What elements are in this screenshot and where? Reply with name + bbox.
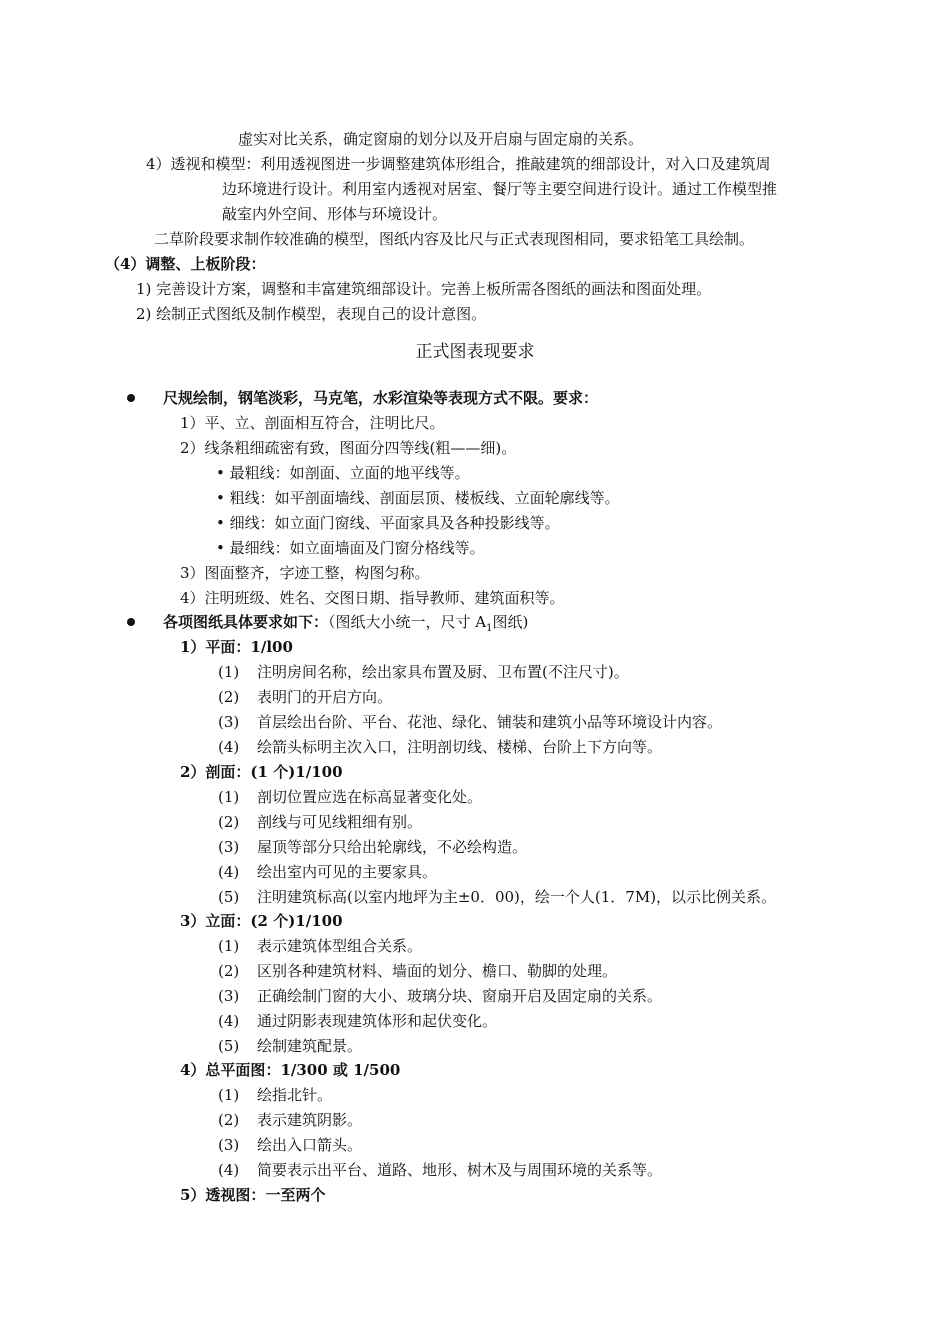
section-item-text: 绘出室内可见的主要家具。 — [257, 863, 438, 881]
elevation-item-text: 正确绘制门窗的大小、玻璃分块、窗扇开启及固定扇的关系。 — [257, 987, 663, 1005]
site-plan-item-text: 绘指北针。 — [257, 1086, 333, 1104]
section-title: 正式图表现要求 — [415, 342, 535, 362]
site-plan-item-number: (1) — [218, 1086, 240, 1104]
elevation-item-number: (2) — [218, 962, 240, 980]
stage4-item-1: 1) 完善设计方案，调整和丰富建筑细部设计。完善上板所需各图纸的画法和图面处理。 — [136, 280, 712, 298]
intro-note: 二草阶段要求制作较准确的模型，图纸内容及比尺与正式表现图相同，要求铅笔工具绘制。 — [154, 230, 755, 248]
bullet-dot — [127, 394, 135, 402]
site-plan-item-text: 简要表示出平台、道路、地形、树木及与周围环境的关系等。 — [257, 1161, 663, 1179]
line-weight-item: • 粗线：如平剖面墙线、剖面层顶、楼板线、立面轮廓线等。 — [216, 489, 620, 507]
section-heading: 2）剖面：(1 个)1/100 — [180, 763, 343, 781]
elevation-item-number: (5) — [218, 1037, 240, 1055]
section-item-text: 屋顶等部分只给出轮廓线，不必绘构造。 — [257, 838, 528, 856]
section-item-number: (2) — [218, 813, 240, 831]
plan-item-number: (2) — [218, 688, 240, 706]
perspective-heading: 5）透视图：一至两个 — [180, 1186, 326, 1204]
stage4-heading: （4）调整、上板阶段： — [105, 255, 266, 273]
bullet2-note: （图纸大小统一，尺寸 A — [328, 613, 487, 631]
bullet2-note-subscript: 1 — [486, 623, 493, 634]
section-item-number: (4) — [218, 863, 240, 881]
elevation-item-text: 区别各种建筑材料、墙面的划分、檐口、勒脚的处理。 — [257, 962, 618, 980]
intro-line: 虚实对比关系，确定窗扇的划分以及开启扇与固定扇的关系。 — [238, 130, 644, 148]
elevation-item-text: 通过阴影表现建筑体形和起伏变化。 — [257, 1012, 498, 1030]
plan-item-number: (1) — [218, 663, 240, 681]
stage4-item-2: 2) 绘制正式图纸及制作模型，表现自己的设计意图。 — [136, 305, 487, 323]
elevation-item-number: (3) — [218, 987, 240, 1005]
elevation-item-text: 表示建筑体型组合关系。 — [257, 937, 423, 955]
requirement-item: 2）线条粗细疏密有致，图面分四等线(粗——细)。 — [180, 439, 517, 457]
bullet2-line — [163, 612, 528, 639]
site-plan-item-number: (4) — [218, 1161, 240, 1179]
site-plan-item-text: 表示建筑阴影。 — [257, 1111, 363, 1129]
elevation-item-text: 绘制建筑配景。 — [257, 1037, 363, 1055]
elevation-item-number: (1) — [218, 937, 240, 955]
intro-item-4-cont: 边环境进行设计。利用室内透视对居室、餐厅等主要空间进行设计。通过工作模型推 — [222, 180, 778, 198]
plan-item-number: (3) — [218, 713, 240, 731]
bullet1-heading: 尺规绘制，钢笔淡彩，马克笔，水彩渲染等表现方式不限。要求： — [163, 389, 599, 407]
requirement-item: 1）平、立、剖面相互符合，注明比尺。 — [180, 414, 445, 432]
bullet-dot — [127, 618, 135, 626]
elevation-heading: 3）立面：(2 个)1/100 — [180, 912, 343, 930]
site-plan-item-number: (2) — [218, 1111, 240, 1129]
plan-item-text: 首层绘出台阶、平台、花池、绿化、铺装和建筑小品等环境设计内容。 — [257, 713, 723, 731]
site-plan-heading: 4）总平面图：1/300 或 1/500 — [180, 1061, 401, 1079]
line-weight-item: • 最细线：如立面墙面及门窗分格线等。 — [216, 539, 485, 557]
section-item-number: (1) — [218, 788, 240, 806]
section-item-text: 注明建筑标高(以室内地坪为主±0．00)，绘一个人(1．7M)，以示比例关系。 — [257, 888, 777, 906]
plan-item-number: (4) — [218, 738, 240, 756]
requirement-item: 4）注明班级、姓名、交图日期、指导教师、建筑面积等。 — [180, 589, 565, 607]
intro-item-4-cont: 敲室内外空间、形体与环境设计。 — [222, 205, 448, 223]
intro-item-4: 4）透视和模型：利用透视图进一步调整建筑体形组合，推敲建筑的细部设计，对入口及建筑周 — [146, 155, 771, 173]
plan-item-text: 绘箭头标明主次入口，注明剖切线、楼梯、台阶上下方向等。 — [257, 738, 663, 756]
plan-item-text: 表明门的开启方向。 — [257, 688, 393, 706]
section-item-number: (5) — [218, 888, 240, 906]
requirement-item: 3）图面整齐，字迹工整，构图匀称。 — [180, 564, 430, 582]
section-item-text: 剖线与可见线粗细有别。 — [257, 813, 423, 831]
bullet2-note-end: 图纸) — [492, 613, 529, 631]
line-weight-item: • 最粗线：如剖面、立面的地平线等。 — [216, 464, 470, 482]
elevation-item-number: (4) — [218, 1012, 240, 1030]
section-item-text: 剖切位置应选在标高显著变化处。 — [257, 788, 483, 806]
section-item-number: (3) — [218, 838, 240, 856]
plan-item-text: 注明房间名称，绘出家具布置及厨、卫布置(不注尺寸)。 — [257, 663, 629, 681]
site-plan-item-text: 绘出入口箭头。 — [257, 1136, 363, 1154]
line-weight-item: • 细线：如立面门窗线、平面家具及各种投影线等。 — [216, 514, 560, 532]
bullet2-heading: 各项图纸具体要求如下： — [163, 613, 329, 631]
site-plan-item-number: (3) — [218, 1136, 240, 1154]
plan-heading: 1）平面：1/l00 — [180, 638, 293, 656]
